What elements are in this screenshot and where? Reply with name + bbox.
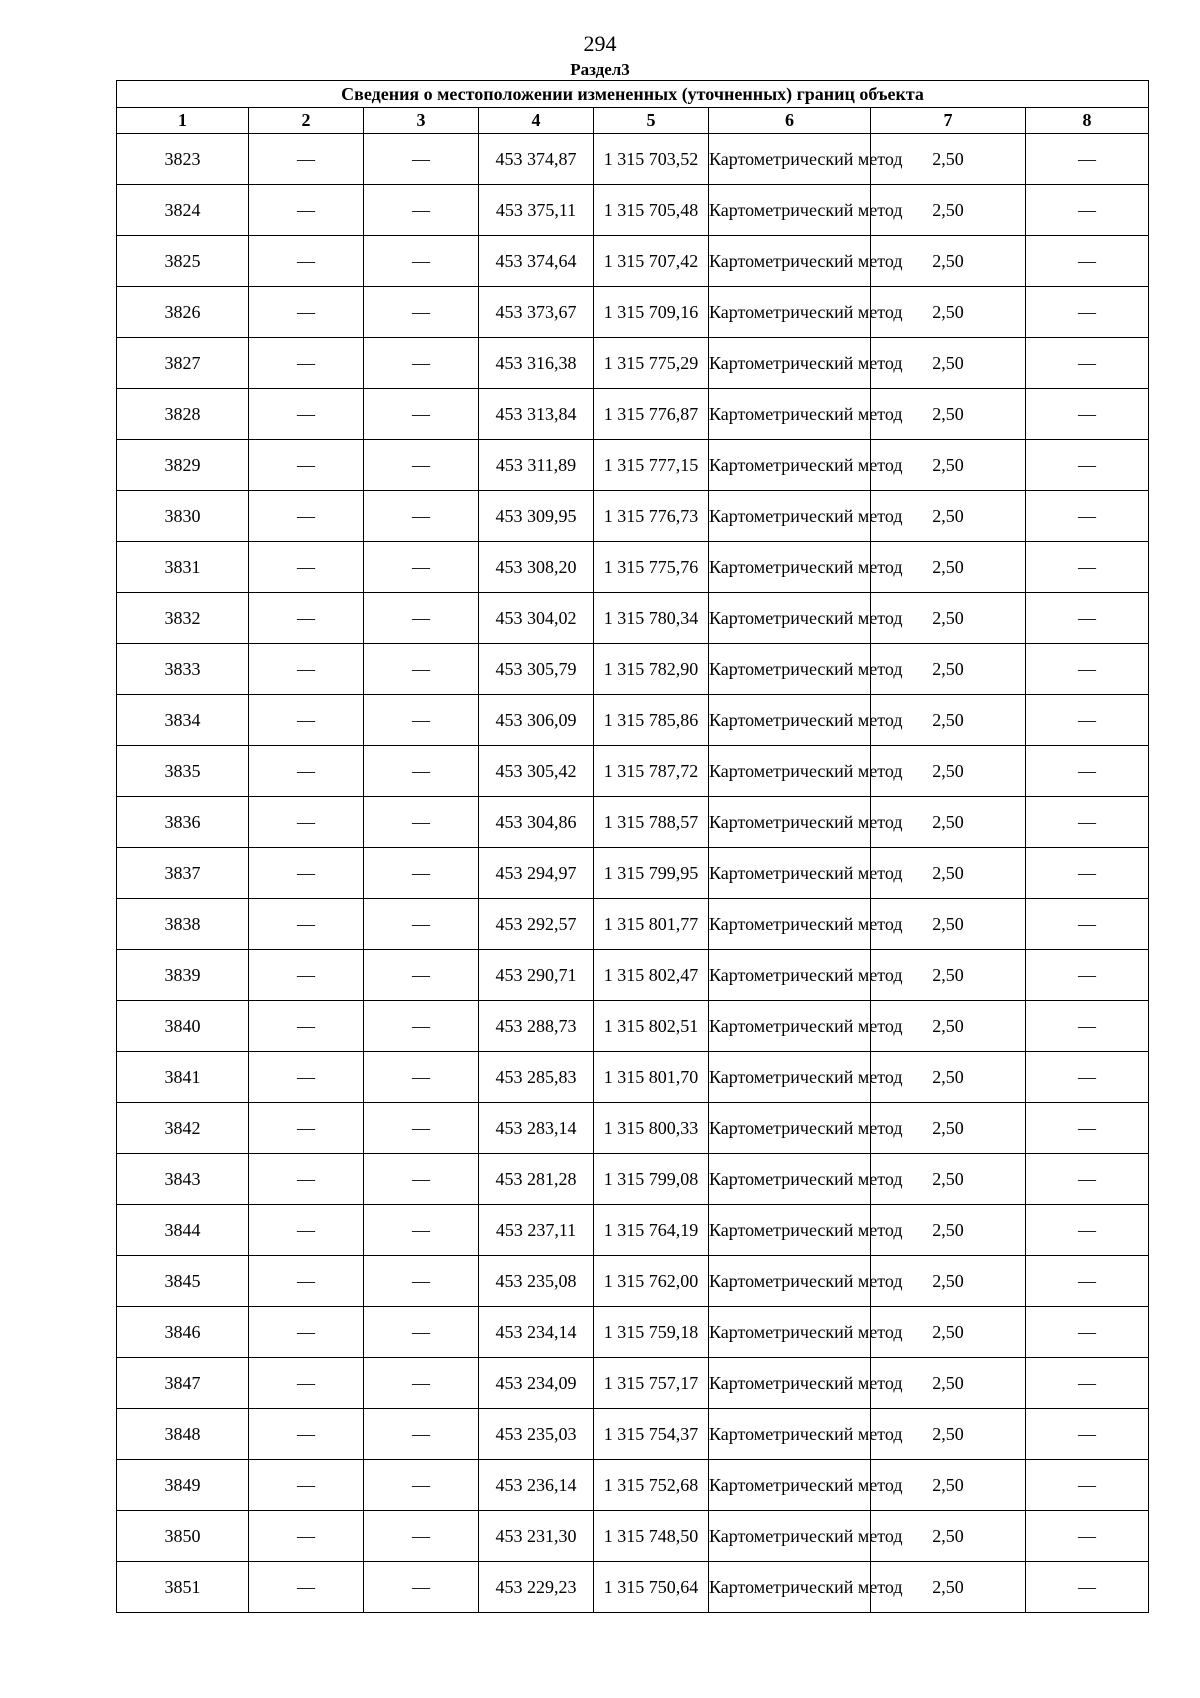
- table-row: [117, 236, 1149, 287]
- coordinate-y-cell: 1 315 764,19: [594, 1205, 709, 1256]
- table-row: [117, 1562, 1149, 1613]
- coordinate-y-cell: 1 315 780,34: [594, 593, 709, 644]
- empty-cell: —: [249, 338, 364, 389]
- empty-cell: —: [364, 389, 479, 440]
- table-caption: Сведения о местоположении измененных (уточненных) границ объекта: [117, 81, 1149, 108]
- method-cell: Картометрический метод: [709, 797, 871, 848]
- empty-cell: —: [1026, 1103, 1149, 1154]
- point-number-cell: 3832: [117, 593, 249, 644]
- empty-cell: —: [364, 848, 479, 899]
- precision-cell: 2,50: [871, 389, 1026, 440]
- point-number-cell: 3835: [117, 746, 249, 797]
- empty-cell: —: [249, 389, 364, 440]
- point-number-cell: 3849: [117, 1460, 249, 1511]
- point-number-cell: 3827: [117, 338, 249, 389]
- empty-cell: —: [364, 287, 479, 338]
- empty-cell: —: [364, 1460, 479, 1511]
- point-number-cell: 3836: [117, 797, 249, 848]
- coordinate-x-cell: 453 234,09: [479, 1358, 594, 1409]
- coordinate-x-cell: 453 281,28: [479, 1154, 594, 1205]
- coordinate-y-cell: 1 315 788,57: [594, 797, 709, 848]
- point-number-cell: 3833: [117, 644, 249, 695]
- empty-cell: —: [1026, 797, 1149, 848]
- empty-cell: —: [1026, 542, 1149, 593]
- coordinate-x-cell: 453 285,83: [479, 1052, 594, 1103]
- coordinate-x-cell: 453 236,14: [479, 1460, 594, 1511]
- empty-cell: —: [249, 593, 364, 644]
- column-header: 7: [871, 108, 1026, 134]
- point-number-cell: 3847: [117, 1358, 249, 1409]
- method-cell: Картометрический метод: [709, 1154, 871, 1205]
- empty-cell: —: [364, 1103, 479, 1154]
- empty-cell: —: [249, 746, 364, 797]
- precision-cell: 2,50: [871, 899, 1026, 950]
- method-cell: Картометрический метод: [709, 1409, 871, 1460]
- table-caption-row: [117, 81, 1149, 108]
- empty-cell: —: [1026, 1562, 1149, 1613]
- coordinate-y-cell: 1 315 776,73: [594, 491, 709, 542]
- precision-cell: 2,50: [871, 491, 1026, 542]
- empty-cell: —: [249, 1154, 364, 1205]
- method-cell: Картометрический метод: [709, 746, 871, 797]
- table-row: [117, 1409, 1149, 1460]
- coordinate-y-cell: 1 315 799,95: [594, 848, 709, 899]
- coordinate-x-cell: 453 305,79: [479, 644, 594, 695]
- coordinate-x-cell: 453 234,14: [479, 1307, 594, 1358]
- empty-cell: —: [1026, 950, 1149, 1001]
- method-cell: Картометрический метод: [709, 389, 871, 440]
- coordinate-y-cell: 1 315 802,51: [594, 1001, 709, 1052]
- table-row: [117, 134, 1149, 185]
- table-row: [117, 1052, 1149, 1103]
- empty-cell: —: [364, 1358, 479, 1409]
- precision-cell: 2,50: [871, 950, 1026, 1001]
- coordinates-table: [116, 80, 1149, 1613]
- coordinate-x-cell: 453 374,87: [479, 134, 594, 185]
- table-row: [117, 1001, 1149, 1052]
- point-number-cell: 3839: [117, 950, 249, 1001]
- empty-cell: —: [1026, 899, 1149, 950]
- table-row: [117, 185, 1149, 236]
- page-number: 294: [583, 31, 617, 56]
- method-cell: Картометрический метод: [709, 899, 871, 950]
- coordinate-y-cell: 1 315 752,68: [594, 1460, 709, 1511]
- coordinate-x-cell: 453 306,09: [479, 695, 594, 746]
- point-number-cell: 3831: [117, 542, 249, 593]
- precision-cell: 2,50: [871, 1409, 1026, 1460]
- method-cell: Картометрический метод: [709, 1001, 871, 1052]
- coordinate-x-cell: 453 235,08: [479, 1256, 594, 1307]
- method-cell: Картометрический метод: [709, 593, 871, 644]
- coordinate-y-cell: 1 315 775,29: [594, 338, 709, 389]
- empty-cell: —: [1026, 389, 1149, 440]
- coordinate-y-cell: 1 315 777,15: [594, 440, 709, 491]
- empty-cell: —: [364, 1154, 479, 1205]
- column-header: 6: [709, 108, 871, 134]
- empty-cell: —: [1026, 1154, 1149, 1205]
- coordinate-x-cell: 453 288,73: [479, 1001, 594, 1052]
- empty-cell: —: [364, 950, 479, 1001]
- precision-cell: 2,50: [871, 185, 1026, 236]
- empty-cell: —: [364, 1052, 479, 1103]
- method-cell: Картометрический метод: [709, 134, 871, 185]
- table-row: [117, 1154, 1149, 1205]
- empty-cell: —: [1026, 1001, 1149, 1052]
- precision-cell: 2,50: [871, 593, 1026, 644]
- coordinate-y-cell: 1 315 709,16: [594, 287, 709, 338]
- table-row: [117, 1256, 1149, 1307]
- point-number-cell: 3824: [117, 185, 249, 236]
- empty-cell: —: [249, 440, 364, 491]
- precision-cell: 2,50: [871, 1511, 1026, 1562]
- method-cell: Картометрический метод: [709, 1562, 871, 1613]
- table-row: [117, 797, 1149, 848]
- empty-cell: —: [249, 1409, 364, 1460]
- table-row: [117, 1358, 1149, 1409]
- point-number-cell: 3829: [117, 440, 249, 491]
- precision-cell: 2,50: [871, 1205, 1026, 1256]
- precision-cell: 2,50: [871, 1154, 1026, 1205]
- empty-cell: —: [249, 542, 364, 593]
- empty-cell: —: [249, 1001, 364, 1052]
- table-row: [117, 848, 1149, 899]
- empty-cell: —: [1026, 695, 1149, 746]
- empty-cell: —: [1026, 1256, 1149, 1307]
- coordinate-x-cell: 453 290,71: [479, 950, 594, 1001]
- table-row: [117, 695, 1149, 746]
- precision-cell: 2,50: [871, 1103, 1026, 1154]
- method-cell: Картометрический метод: [709, 950, 871, 1001]
- method-cell: Картометрический метод: [709, 848, 871, 899]
- table-row: [117, 338, 1149, 389]
- coordinate-y-cell: 1 315 705,48: [594, 185, 709, 236]
- empty-cell: —: [1026, 338, 1149, 389]
- coordinate-x-cell: 453 294,97: [479, 848, 594, 899]
- coordinate-y-cell: 1 315 775,76: [594, 542, 709, 593]
- coordinate-y-cell: 1 315 799,08: [594, 1154, 709, 1205]
- point-number-cell: 3826: [117, 287, 249, 338]
- coordinate-y-cell: 1 315 759,18: [594, 1307, 709, 1358]
- empty-cell: —: [249, 1307, 364, 1358]
- method-cell: Картометрический метод: [709, 542, 871, 593]
- empty-cell: —: [249, 1358, 364, 1409]
- empty-cell: —: [364, 236, 479, 287]
- method-cell: Картометрический метод: [709, 1052, 871, 1103]
- empty-cell: —: [364, 338, 479, 389]
- empty-cell: —: [1026, 185, 1149, 236]
- table-row: [117, 287, 1149, 338]
- method-cell: Картометрический метод: [709, 440, 871, 491]
- coordinate-y-cell: 1 315 785,86: [594, 695, 709, 746]
- empty-cell: —: [249, 899, 364, 950]
- empty-cell: —: [249, 1562, 364, 1613]
- point-number-cell: 3834: [117, 695, 249, 746]
- precision-cell: 2,50: [871, 287, 1026, 338]
- empty-cell: —: [364, 644, 479, 695]
- coordinate-x-cell: 453 292,57: [479, 899, 594, 950]
- empty-cell: —: [1026, 1511, 1149, 1562]
- empty-cell: —: [364, 1205, 479, 1256]
- column-header: 5: [594, 108, 709, 134]
- table-row: [117, 899, 1149, 950]
- precision-cell: 2,50: [871, 644, 1026, 695]
- empty-cell: —: [364, 695, 479, 746]
- empty-cell: —: [249, 1256, 364, 1307]
- empty-cell: —: [1026, 440, 1149, 491]
- empty-cell: —: [1026, 134, 1149, 185]
- empty-cell: —: [249, 1205, 364, 1256]
- coordinate-y-cell: 1 315 703,52: [594, 134, 709, 185]
- point-number-cell: 3837: [117, 848, 249, 899]
- empty-cell: —: [364, 1562, 479, 1613]
- coordinate-x-cell: 453 235,03: [479, 1409, 594, 1460]
- empty-cell: —: [364, 1001, 479, 1052]
- point-number-cell: 3843: [117, 1154, 249, 1205]
- coordinate-y-cell: 1 315 754,37: [594, 1409, 709, 1460]
- precision-cell: 2,50: [871, 746, 1026, 797]
- point-number-cell: 3846: [117, 1307, 249, 1358]
- method-cell: Картометрический метод: [709, 185, 871, 236]
- precision-cell: 2,50: [871, 1358, 1026, 1409]
- point-number-cell: 3851: [117, 1562, 249, 1613]
- column-header: 4: [479, 108, 594, 134]
- point-number-cell: 3848: [117, 1409, 249, 1460]
- coordinate-y-cell: 1 315 762,00: [594, 1256, 709, 1307]
- method-cell: Картометрический метод: [709, 338, 871, 389]
- table-row: [117, 593, 1149, 644]
- empty-cell: —: [1026, 644, 1149, 695]
- point-number-cell: 3838: [117, 899, 249, 950]
- coordinate-x-cell: 453 375,11: [479, 185, 594, 236]
- precision-cell: 2,50: [871, 1052, 1026, 1103]
- coordinate-y-cell: 1 315 800,33: [594, 1103, 709, 1154]
- coordinate-x-cell: 453 309,95: [479, 491, 594, 542]
- coordinate-x-cell: 453 311,89: [479, 440, 594, 491]
- table-row: [117, 491, 1149, 542]
- empty-cell: —: [364, 899, 479, 950]
- coordinate-x-cell: 453 237,11: [479, 1205, 594, 1256]
- table-row: [117, 389, 1149, 440]
- method-cell: Картометрический метод: [709, 287, 871, 338]
- precision-cell: 2,50: [871, 338, 1026, 389]
- empty-cell: —: [364, 593, 479, 644]
- precision-cell: 2,50: [871, 848, 1026, 899]
- column-header: 8: [1026, 108, 1149, 134]
- method-cell: Картометрический метод: [709, 695, 871, 746]
- empty-cell: —: [249, 950, 364, 1001]
- empty-cell: —: [1026, 1358, 1149, 1409]
- coordinate-x-cell: 453 313,84: [479, 389, 594, 440]
- precision-cell: 2,50: [871, 1001, 1026, 1052]
- section-label: Раздел3: [570, 60, 630, 79]
- empty-cell: —: [364, 746, 479, 797]
- precision-cell: 2,50: [871, 1460, 1026, 1511]
- empty-cell: —: [249, 1511, 364, 1562]
- point-number-cell: 3842: [117, 1103, 249, 1154]
- precision-cell: 2,50: [871, 695, 1026, 746]
- precision-cell: 2,50: [871, 440, 1026, 491]
- empty-cell: —: [364, 134, 479, 185]
- empty-cell: —: [249, 644, 364, 695]
- table-row: [117, 440, 1149, 491]
- coordinate-y-cell: 1 315 757,17: [594, 1358, 709, 1409]
- coordinate-x-cell: 453 229,23: [479, 1562, 594, 1613]
- coordinate-y-cell: 1 315 787,72: [594, 746, 709, 797]
- empty-cell: —: [249, 185, 364, 236]
- empty-cell: —: [1026, 746, 1149, 797]
- precision-cell: 2,50: [871, 1307, 1026, 1358]
- table-row: [117, 542, 1149, 593]
- coordinate-y-cell: 1 315 776,87: [594, 389, 709, 440]
- table-body: [117, 134, 1149, 1613]
- empty-cell: —: [249, 236, 364, 287]
- table-row: [117, 1205, 1149, 1256]
- table-row: [117, 950, 1149, 1001]
- method-cell: Картометрический метод: [709, 236, 871, 287]
- empty-cell: —: [249, 1103, 364, 1154]
- method-cell: Картометрический метод: [709, 1460, 871, 1511]
- coordinate-y-cell: 1 315 748,50: [594, 1511, 709, 1562]
- coordinate-x-cell: 453 373,67: [479, 287, 594, 338]
- coordinate-y-cell: 1 315 707,42: [594, 236, 709, 287]
- point-number-cell: 3841: [117, 1052, 249, 1103]
- empty-cell: —: [364, 542, 479, 593]
- coordinate-x-cell: 453 283,14: [479, 1103, 594, 1154]
- precision-cell: 2,50: [871, 1256, 1026, 1307]
- empty-cell: —: [1026, 1307, 1149, 1358]
- coordinate-x-cell: 453 304,02: [479, 593, 594, 644]
- method-cell: Картометрический метод: [709, 644, 871, 695]
- method-cell: Картометрический метод: [709, 1256, 871, 1307]
- point-number-cell: 3844: [117, 1205, 249, 1256]
- column-header-row: [117, 108, 1149, 134]
- precision-cell: 2,50: [871, 797, 1026, 848]
- coordinate-x-cell: 453 374,64: [479, 236, 594, 287]
- method-cell: Картометрический метод: [709, 1511, 871, 1562]
- coordinate-y-cell: 1 315 782,90: [594, 644, 709, 695]
- point-number-cell: 3823: [117, 134, 249, 185]
- empty-cell: —: [364, 797, 479, 848]
- empty-cell: —: [364, 1256, 479, 1307]
- coordinate-x-cell: 453 308,20: [479, 542, 594, 593]
- point-number-cell: 3830: [117, 491, 249, 542]
- empty-cell: —: [1026, 236, 1149, 287]
- coordinate-x-cell: 453 231,30: [479, 1511, 594, 1562]
- method-cell: Картометрический метод: [709, 1205, 871, 1256]
- empty-cell: —: [249, 848, 364, 899]
- empty-cell: —: [249, 134, 364, 185]
- coordinate-y-cell: 1 315 750,64: [594, 1562, 709, 1613]
- empty-cell: —: [364, 185, 479, 236]
- point-number-cell: 3840: [117, 1001, 249, 1052]
- point-number-cell: 3845: [117, 1256, 249, 1307]
- empty-cell: —: [249, 287, 364, 338]
- empty-cell: —: [249, 491, 364, 542]
- method-cell: Картометрический метод: [709, 1358, 871, 1409]
- point-number-cell: 3850: [117, 1511, 249, 1562]
- empty-cell: —: [1026, 1205, 1149, 1256]
- empty-cell: —: [364, 1307, 479, 1358]
- table-row: [117, 1103, 1149, 1154]
- empty-cell: —: [1026, 1052, 1149, 1103]
- empty-cell: —: [249, 1460, 364, 1511]
- point-number-cell: 3825: [117, 236, 249, 287]
- empty-cell: —: [1026, 848, 1149, 899]
- point-number-cell: 3828: [117, 389, 249, 440]
- empty-cell: —: [249, 695, 364, 746]
- precision-cell: 2,50: [871, 542, 1026, 593]
- precision-cell: 2,50: [871, 134, 1026, 185]
- empty-cell: —: [1026, 287, 1149, 338]
- table-row: [117, 1511, 1149, 1562]
- coordinate-x-cell: 453 304,86: [479, 797, 594, 848]
- precision-cell: 2,50: [871, 236, 1026, 287]
- method-cell: Картометрический метод: [709, 1103, 871, 1154]
- coordinate-x-cell: 453 316,38: [479, 338, 594, 389]
- method-cell: Картометрический метод: [709, 1307, 871, 1358]
- table-row: [117, 1307, 1149, 1358]
- column-header: 3: [364, 108, 479, 134]
- table-row: [117, 746, 1149, 797]
- coordinate-y-cell: 1 315 801,77: [594, 899, 709, 950]
- empty-cell: —: [364, 1409, 479, 1460]
- column-header: 2: [249, 108, 364, 134]
- empty-cell: —: [364, 491, 479, 542]
- empty-cell: —: [249, 1052, 364, 1103]
- table-row: [117, 1460, 1149, 1511]
- empty-cell: —: [364, 440, 479, 491]
- empty-cell: —: [1026, 1460, 1149, 1511]
- coordinate-y-cell: 1 315 801,70: [594, 1052, 709, 1103]
- empty-cell: —: [249, 797, 364, 848]
- empty-cell: —: [364, 1511, 479, 1562]
- coordinate-y-cell: 1 315 802,47: [594, 950, 709, 1001]
- empty-cell: —: [1026, 491, 1149, 542]
- coordinate-x-cell: 453 305,42: [479, 746, 594, 797]
- column-header: 1: [117, 108, 249, 134]
- table-row: [117, 644, 1149, 695]
- precision-cell: 2,50: [871, 1562, 1026, 1613]
- empty-cell: —: [1026, 1409, 1149, 1460]
- empty-cell: —: [1026, 593, 1149, 644]
- method-cell: Картометрический метод: [709, 491, 871, 542]
